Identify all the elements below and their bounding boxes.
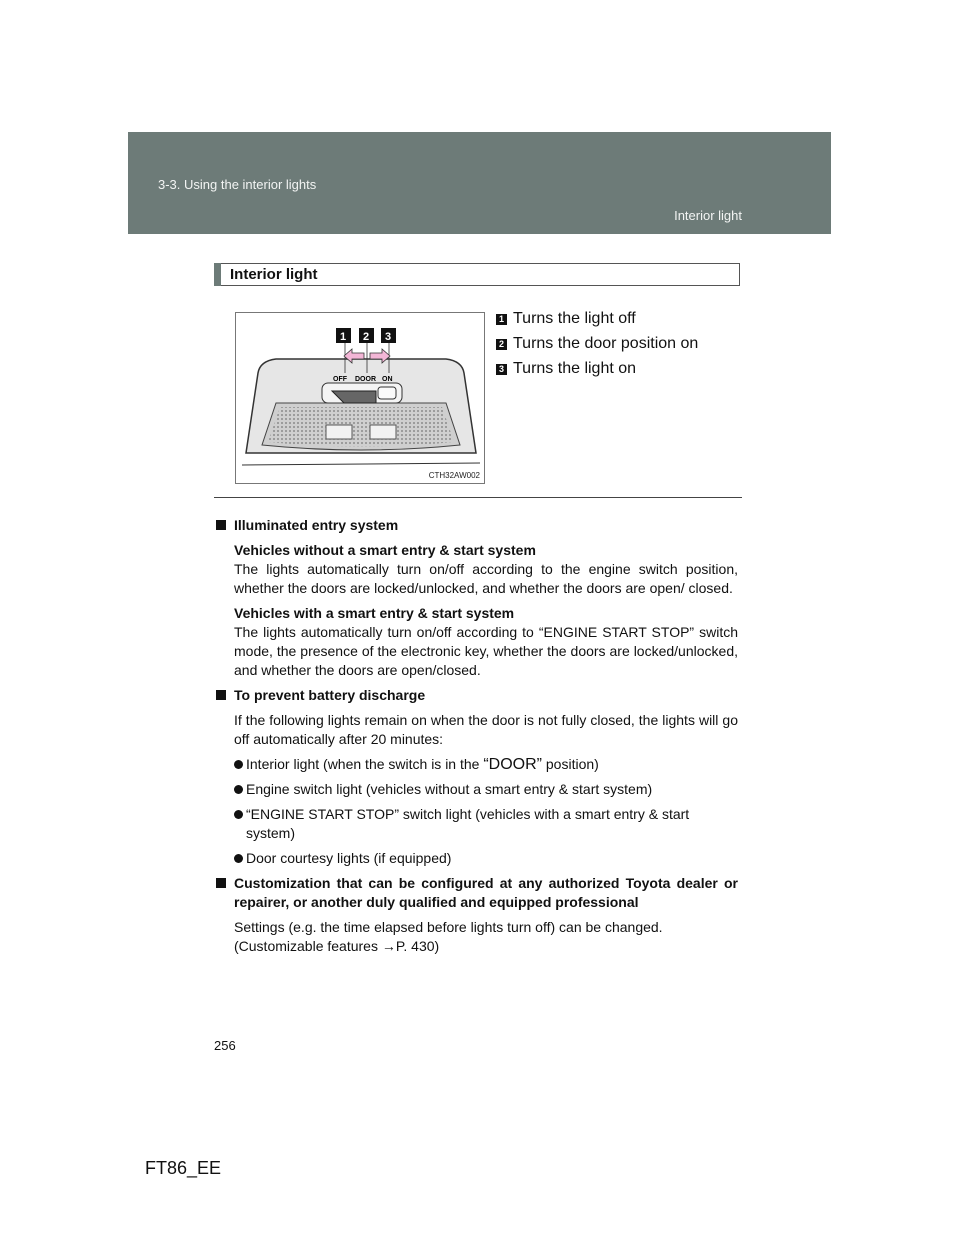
illuminated-entry-section [214,516,738,680]
with-smart-entry-heading: Vehicles with a smart entry & start system [234,605,515,621]
bullet-text: Interior light (when the switch is in the [246,756,484,772]
callout-number: 2 [496,339,507,350]
section-subheading [214,516,738,535]
switch-label-on: ON [382,376,393,383]
illuminated-entry-heading: Illuminated entry system [234,517,399,533]
callout-text: Turns the light on [513,360,637,377]
customization-text-1: Settings (e.g. the time elapsed before lights turn off) can be changed. [234,919,663,935]
square-bullet-icon [216,878,226,888]
figure-callout-2: 2 [363,331,370,343]
without-smart-entry-text: The lights automatically turn on/off according to the engine switch position, whether the doors are locked/unlocked, and whether the doors are open/ closed. [234,561,738,596]
heading-accent-bar [214,263,221,286]
callout-number: 1 [496,314,507,325]
callout-item [496,310,636,328]
callout-text: Turns the light off [513,310,636,327]
switch-label-off: OFF [333,376,347,383]
battery-text: If the following lights remain on when the door is not fully closed, the lights will go off automatically after 20 minutes: [234,712,738,747]
page-number: 256 [214,1038,236,1053]
figure-code: CTH32AW002 [428,471,480,480]
section-heading-box [214,263,740,286]
section-label: 3-3. Using the interior lights [158,177,317,192]
callout-number: 3 [496,364,507,375]
battery-bullets [214,755,738,868]
interior-light-illustration [236,313,486,485]
list-item [234,755,738,774]
page-header [128,132,831,234]
callout-item [496,335,698,353]
with-smart-entry [214,604,738,680]
bullet-text: Engine switch light (vehicles without a smart entry & start system) [246,781,653,797]
bullet-text: position) [542,756,599,772]
without-smart-entry [214,541,738,598]
square-bullet-icon [216,520,226,530]
divider [214,497,742,498]
battery-heading: To prevent battery discharge [234,687,426,703]
customization-section [214,874,738,956]
callout-text: Turns the door position on [513,335,699,352]
list-item [234,805,738,843]
document-code: FT86_EE [145,1158,222,1178]
circle-bullet-icon [234,760,243,769]
header-title: Interior light [674,208,742,223]
list-item [234,849,738,868]
figure-callout-1: 1 [340,331,347,343]
without-smart-entry-heading: Vehicles without a smart entry & start system [234,542,536,558]
bullet-text: “ENGINE START STOP” switch light (vehicles with a smart entry & start system) [246,806,690,841]
figure-callout-3: 3 [385,331,392,343]
square-bullet-icon [216,690,226,700]
switch-label-door: DOOR [355,376,376,383]
customization-heading: Customization that can be configured at any authorized Toyota dealer or repairer, or another duly qualified and equipped professional [234,875,738,910]
circle-bullet-icon [234,785,243,794]
section-subheading [214,686,738,705]
interior-light-figure [235,312,485,484]
circle-bullet-icon [234,854,243,863]
bullet-text-door: “DOOR” [483,756,542,773]
bullet-text: Door courtesy lights (if equipped) [246,850,452,866]
customization-text [214,918,738,956]
battery-section [214,686,738,868]
customization-text-2: (Customizable features →P. 430) [234,938,440,954]
body-text [214,516,738,962]
circle-bullet-icon [234,810,243,819]
list-item [234,780,738,799]
with-smart-entry-text: The lights automatically turn on/off according to “ENGINE START STOP” switch mode, the presence of the electronic key, whether the doors are locked/unlocked, and whether the doors are open/closed. [234,624,738,678]
callout-item [496,360,636,378]
section-heading: Interior light [230,266,318,283]
section-subheading [214,874,738,912]
